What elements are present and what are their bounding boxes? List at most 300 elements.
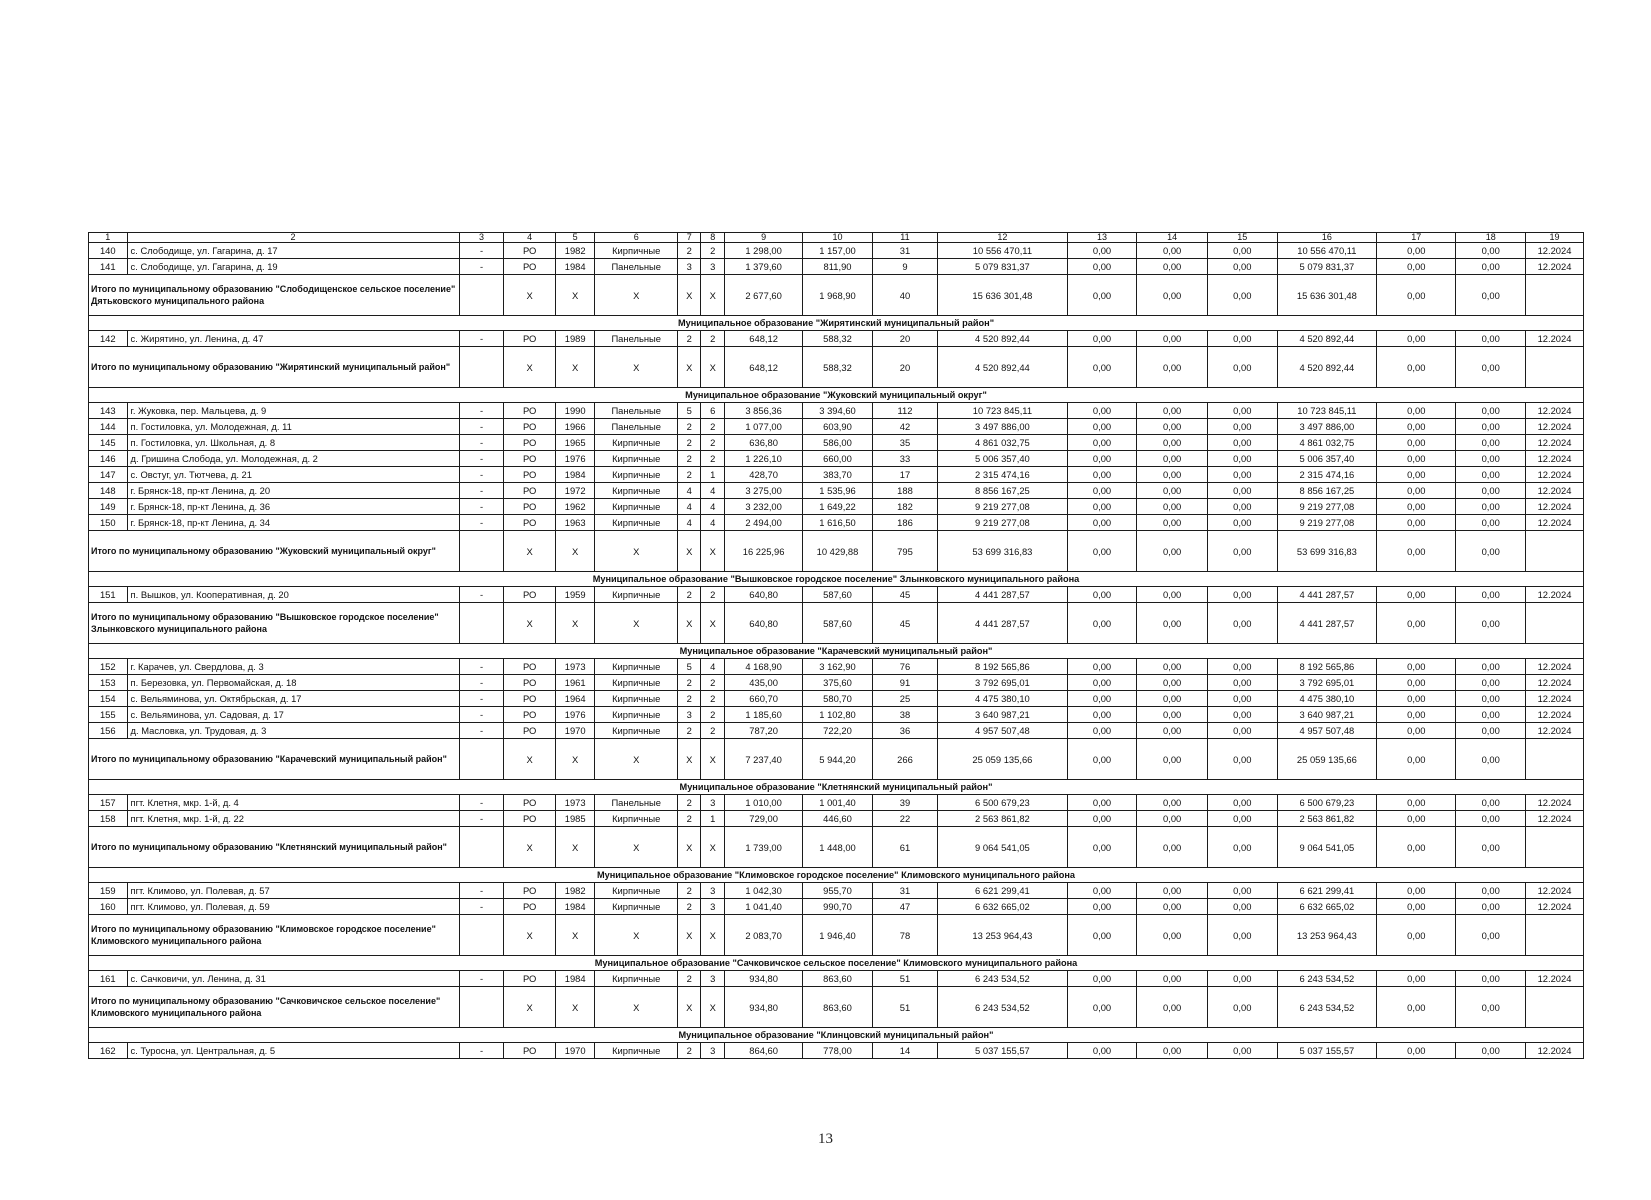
table-cell: 0,00 [1067,347,1137,388]
table-cell: Х [595,915,677,956]
row-number: 142 [89,331,128,347]
table-cell: 9 064 541,05 [938,827,1068,868]
section-header-row [89,572,1584,587]
table-cell: 1976 [555,707,595,723]
table-cell: 778,00 [803,1043,873,1059]
table-cell [459,987,504,1028]
column-number: 1 [89,233,128,243]
table-cell: 25 059 135,66 [1277,739,1377,780]
table-cell: 1 185,60 [725,707,803,723]
column-number: 2 [127,233,459,243]
table-cell: 0,00 [1456,331,1526,347]
table-cell: 12.2024 [1526,971,1584,987]
row-number: 152 [89,659,128,675]
table-cell: 0,00 [1207,899,1277,915]
table-cell: 3 [701,259,725,275]
table-cell: - [459,467,504,483]
address-cell: п. Вышков, ул. Кооперативная, д. 20 [127,587,459,603]
table-cell: 0,00 [1207,795,1277,811]
table-cell: 4 [677,515,701,531]
table-cell: 8 192 565,86 [938,659,1068,675]
table-cell: 1 041,40 [725,899,803,915]
table-cell: 2 [701,723,725,739]
table-cell: 0,00 [1067,435,1137,451]
table-cell: 0,00 [1377,603,1456,644]
table-row [89,587,1584,603]
table-cell: 15 636 301,48 [938,275,1068,316]
table-cell: 1 968,90 [803,275,873,316]
table-cell: 0,00 [1456,739,1526,780]
table-cell: 3 856,36 [725,403,803,419]
table-cell: 811,90 [803,259,873,275]
table-row [89,675,1584,691]
table-cell: 0,00 [1137,531,1208,572]
table-cell: 2 [677,243,701,259]
table-cell: 0,00 [1377,435,1456,451]
table-cell: 934,80 [725,987,803,1028]
table-cell: 3 497 886,00 [938,419,1068,435]
address-cell: с. Сачковичи, ул. Ленина, д. 31 [127,971,459,987]
table-cell: 0,00 [1456,435,1526,451]
table-cell: 0,00 [1067,403,1137,419]
subtotal-row [89,827,1584,868]
table-cell: РО [504,467,555,483]
section-header-row [89,388,1584,403]
column-number: 5 [555,233,595,243]
table-cell: 0,00 [1067,515,1137,531]
table-cell: 53 699 316,83 [1277,531,1377,572]
table-cell: Х [701,987,725,1028]
table-cell: 42 [872,419,937,435]
subtotal-row [89,987,1584,1028]
table-cell: 1 102,80 [803,707,873,723]
table-cell: 6 500 679,23 [938,795,1068,811]
table-cell: 0,00 [1377,675,1456,691]
table-cell: 4 441 287,57 [1277,587,1377,603]
table-cell: 0,00 [1377,515,1456,531]
table-cell [459,275,504,316]
table-row [89,243,1584,259]
table-cell: 0,00 [1456,531,1526,572]
table-cell: - [459,1043,504,1059]
table-cell: 0,00 [1377,883,1456,899]
column-number: 10 [803,233,873,243]
table-cell: 0,00 [1137,971,1208,987]
table-cell: 1989 [555,331,595,347]
table-cell: 4 168,90 [725,659,803,675]
table-cell: 12.2024 [1526,403,1584,419]
row-number: 145 [89,435,128,451]
table-cell: Х [677,987,701,1028]
table-cell [1526,987,1584,1028]
table-cell: 4 957 507,48 [938,723,1068,739]
table-cell: 4 [677,499,701,515]
table-cell [459,347,504,388]
table-cell: 0,00 [1456,243,1526,259]
table-cell: 0,00 [1207,467,1277,483]
table-cell: 0,00 [1377,915,1456,956]
table-cell: - [459,675,504,691]
table-cell: 0,00 [1067,419,1137,435]
table-cell: Х [504,275,555,316]
table-cell: 0,00 [1207,811,1277,827]
table-cell: 0,00 [1137,987,1208,1028]
table-cell: Кирпичные [595,811,677,827]
column-number: 19 [1526,233,1584,243]
table-cell: 2 [677,971,701,987]
table-cell: 0,00 [1377,275,1456,316]
subtotal-label: Итого по муниципальному образованию "Карачевский муниципальный район" [89,739,460,780]
table-row [89,499,1584,515]
table-cell: 2 [677,419,701,435]
table-cell: 0,00 [1377,483,1456,499]
table-cell [1526,915,1584,956]
table-cell: 1 448,00 [803,827,873,868]
table-cell: 182 [872,499,937,515]
table-cell: 0,00 [1137,659,1208,675]
table-cell: Х [595,275,677,316]
table-cell: 1976 [555,451,595,467]
section-title: Муниципальное образование "Жирятинский муниципальный район" [89,316,1584,331]
table-row [89,403,1584,419]
table-cell: 51 [872,971,937,987]
table-cell: Панельные [595,795,677,811]
address-cell: г. Жуковка, пер. Мальцева, д. 9 [127,403,459,419]
table-cell: РО [504,883,555,899]
table-cell: 435,00 [725,675,803,691]
table-cell: Х [555,987,595,1028]
table-cell: 10 723 845,11 [1277,403,1377,419]
table-cell: 0,00 [1207,1043,1277,1059]
table-cell: Х [595,827,677,868]
table-cell [459,531,504,572]
column-number: 14 [1137,233,1208,243]
table-cell: 990,70 [803,899,873,915]
table-cell: 0,00 [1377,499,1456,515]
table-cell: 0,00 [1067,331,1137,347]
row-number: 153 [89,675,128,691]
table-cell: 13 253 964,43 [938,915,1068,956]
table-row [89,451,1584,467]
subtotal-label: Итого по муниципальному образованию "Жуковский муниципальный округ" [89,531,460,572]
table-cell: 0,00 [1067,883,1137,899]
table-cell: Х [555,915,595,956]
row-number: 146 [89,451,128,467]
table-cell: - [459,899,504,915]
table-cell: 3 232,00 [725,499,803,515]
table-cell: 0,00 [1067,811,1137,827]
table-cell: 0,00 [1207,347,1277,388]
table-cell: 0,00 [1067,451,1137,467]
table-cell: 8 856 167,25 [1277,483,1377,499]
table-cell: РО [504,691,555,707]
table-cell: 12.2024 [1526,587,1584,603]
row-number: 140 [89,243,128,259]
table-cell: РО [504,1043,555,1059]
table-cell: 2 [701,419,725,435]
table-cell: 6 621 299,41 [938,883,1068,899]
table-cell: 0,00 [1137,435,1208,451]
table-cell: 12.2024 [1526,515,1584,531]
table-cell: 1961 [555,675,595,691]
table-cell: - [459,403,504,419]
table-cell: - [459,419,504,435]
table-cell: 0,00 [1456,899,1526,915]
table-row [89,883,1584,899]
table-cell: 5 006 357,40 [1277,451,1377,467]
table-row [89,795,1584,811]
table-cell: 3 497 886,00 [1277,419,1377,435]
table-cell: 10 723 845,11 [938,403,1068,419]
table-cell: Х [555,603,595,644]
table-cell: 1 616,50 [803,515,873,531]
table-cell: 6 632 665,02 [1277,899,1377,915]
table-cell [1526,603,1584,644]
table-cell: 0,00 [1377,531,1456,572]
table-cell: 2 315 474,16 [938,467,1068,483]
table-cell: Х [701,275,725,316]
table-cell: 3 [701,971,725,987]
table-cell: РО [504,483,555,499]
table-cell: 0,00 [1456,275,1526,316]
table-cell [1526,827,1584,868]
table-cell: 35 [872,435,937,451]
table-cell: 3 792 695,01 [1277,675,1377,691]
table-cell: 0,00 [1137,603,1208,644]
table-cell: 0,00 [1067,691,1137,707]
table-cell: 2 [701,707,725,723]
table-cell: 53 699 316,83 [938,531,1068,572]
table-cell: 0,00 [1137,515,1208,531]
row-number: 160 [89,899,128,915]
column-number: 17 [1377,233,1456,243]
row-number: 162 [89,1043,128,1059]
section-header-row [89,956,1584,971]
table-cell: Кирпичные [595,435,677,451]
table-cell: 0,00 [1456,515,1526,531]
table-cell: 3 792 695,01 [938,675,1068,691]
table-cell: 0,00 [1207,435,1277,451]
table-cell: 6 243 534,52 [938,971,1068,987]
table-cell: 2 [677,467,701,483]
table-cell: 0,00 [1456,827,1526,868]
table-cell: 0,00 [1207,331,1277,347]
table-cell: 1 739,00 [725,827,803,868]
table-cell: Х [677,739,701,780]
table-cell: 0,00 [1377,987,1456,1028]
column-number: 16 [1277,233,1377,243]
table-cell: 0,00 [1067,739,1137,780]
table-cell: 1972 [555,483,595,499]
table-cell: - [459,515,504,531]
table-cell: 0,00 [1137,451,1208,467]
table-cell: Х [677,827,701,868]
table-row [89,971,1584,987]
table-cell: 1 946,40 [803,915,873,956]
subtotal-row [89,603,1584,644]
table-cell: - [459,331,504,347]
table-cell: Кирпичные [595,971,677,987]
table-cell: 20 [872,331,937,347]
table-cell: - [459,259,504,275]
address-cell: с. Овстуг, ул. Тютчева, д. 21 [127,467,459,483]
table-cell: РО [504,899,555,915]
table-cell: РО [504,675,555,691]
table-cell: 2 [701,587,725,603]
table-cell: 0,00 [1207,707,1277,723]
table-row [89,435,1584,451]
table-cell: 2 563 861,82 [938,811,1068,827]
table-cell: 1 157,00 [803,243,873,259]
table-cell: 660,70 [725,691,803,707]
table-cell: Х [504,987,555,1028]
table-cell: Х [555,347,595,388]
table-row [89,419,1584,435]
page-number: 13 [818,1131,833,1147]
table-cell: 2 [701,435,725,451]
table-row [89,707,1584,723]
address-cell: с. Жирятино, ул. Ленина, д. 47 [127,331,459,347]
table-cell: 16 225,96 [725,531,803,572]
table-cell: 12.2024 [1526,435,1584,451]
row-number: 148 [89,483,128,499]
table-cell: 0,00 [1067,915,1137,956]
table-cell: 1 001,40 [803,795,873,811]
table-cell: 0,00 [1456,723,1526,739]
table-cell: 0,00 [1207,723,1277,739]
address-cell: г. Брянск-18, пр-кт Ленина, д. 34 [127,515,459,531]
table-cell: 38 [872,707,937,723]
table-cell: - [459,811,504,827]
table-cell: Х [555,531,595,572]
table-cell: 375,60 [803,675,873,691]
table-cell: 4 [701,515,725,531]
address-cell: д. Гришина Слобода, ул. Молодежная, д. 2 [127,451,459,467]
table-cell: РО [504,795,555,811]
table-cell: 4 520 892,44 [938,347,1068,388]
table-cell: 0,00 [1207,531,1277,572]
table-cell: 588,32 [803,331,873,347]
table-cell: Кирпичные [595,707,677,723]
table-cell: Х [701,531,725,572]
table-cell: 0,00 [1137,499,1208,515]
table-body [89,233,1584,1059]
table-cell: 12.2024 [1526,259,1584,275]
table-cell: 12.2024 [1526,723,1584,739]
column-number: 11 [872,233,937,243]
table-cell: 0,00 [1207,587,1277,603]
table-row [89,811,1584,827]
table-cell: Кирпичные [595,1043,677,1059]
table-cell: 0,00 [1137,243,1208,259]
table-cell: 0,00 [1207,971,1277,987]
table-cell: 0,00 [1377,259,1456,275]
table-cell: РО [504,243,555,259]
address-cell: п. Гостиловка, ул. Школьная, д. 8 [127,435,459,451]
table-cell: 0,00 [1377,707,1456,723]
table-cell [1526,531,1584,572]
table-cell: Х [595,347,677,388]
table-cell: 4 441 287,57 [938,603,1068,644]
table-cell: Х [677,915,701,956]
table-cell: РО [504,331,555,347]
table-cell: 1 379,60 [725,259,803,275]
table-cell: 0,00 [1207,987,1277,1028]
table-cell: 4 957 507,48 [1277,723,1377,739]
section-header-row [89,644,1584,659]
table-cell: 0,00 [1377,723,1456,739]
section-title: Муниципальное образование "Жуковский муниципальный округ" [89,388,1584,403]
table-cell: 31 [872,883,937,899]
section-title: Муниципальное образование "Клетнянский муниципальный район" [89,780,1584,795]
table-cell: 25 [872,691,937,707]
table-cell: 266 [872,739,937,780]
table-cell: 12.2024 [1526,675,1584,691]
address-cell: пгт. Климово, ул. Полевая, д. 57 [127,883,459,899]
table-cell: 1984 [555,259,595,275]
table-cell: 3 [701,883,725,899]
table-cell: 0,00 [1137,739,1208,780]
table-cell: 2 563 861,82 [1277,811,1377,827]
table-cell: 2 677,60 [725,275,803,316]
table-cell: 0,00 [1377,587,1456,603]
table-cell: 2 [677,587,701,603]
section-header-row [89,780,1584,795]
table-cell: 0,00 [1377,467,1456,483]
table-cell: 0,00 [1456,483,1526,499]
table-cell: - [459,971,504,987]
table-cell: Х [701,739,725,780]
table-cell: 0,00 [1137,419,1208,435]
row-number: 151 [89,587,128,603]
section-title: Муниципальное образование "Клинцовский муниципальный район" [89,1028,1584,1043]
address-cell: пгт. Клетня, мкр. 1-й, д. 22 [127,811,459,827]
table-cell: 3 162,90 [803,659,873,675]
table-cell: 10 429,88 [803,531,873,572]
table-cell: РО [504,707,555,723]
table-cell: 0,00 [1456,675,1526,691]
table-cell: Х [677,347,701,388]
table-cell: 0,00 [1137,587,1208,603]
table-cell: 0,00 [1377,419,1456,435]
table-cell: 1982 [555,243,595,259]
table-cell: 0,00 [1207,515,1277,531]
table-cell: 0,00 [1456,467,1526,483]
table-cell: 6 243 534,52 [1277,971,1377,987]
table-cell: 12.2024 [1526,883,1584,899]
column-number: 15 [1207,233,1277,243]
table-cell: 9 219 277,08 [1277,515,1377,531]
table-cell: 2 [701,691,725,707]
table-cell: Х [595,531,677,572]
table-cell: 45 [872,603,937,644]
table-cell: 17 [872,467,937,483]
table-cell: 4 520 892,44 [1277,331,1377,347]
table-cell: 8 192 565,86 [1277,659,1377,675]
column-number: 6 [595,233,677,243]
table-cell: 2 [701,331,725,347]
table-cell: 8 856 167,25 [938,483,1068,499]
table-cell: 9 064 541,05 [1277,827,1377,868]
table-cell: - [459,587,504,603]
table-cell: 0,00 [1137,483,1208,499]
table-cell: 0,00 [1137,259,1208,275]
address-cell: г. Брянск-18, пр-кт Ленина, д. 36 [127,499,459,515]
table-cell: 2 [701,243,725,259]
subtotal-row [89,531,1584,572]
table-cell: Х [677,603,701,644]
table-cell: Х [504,603,555,644]
